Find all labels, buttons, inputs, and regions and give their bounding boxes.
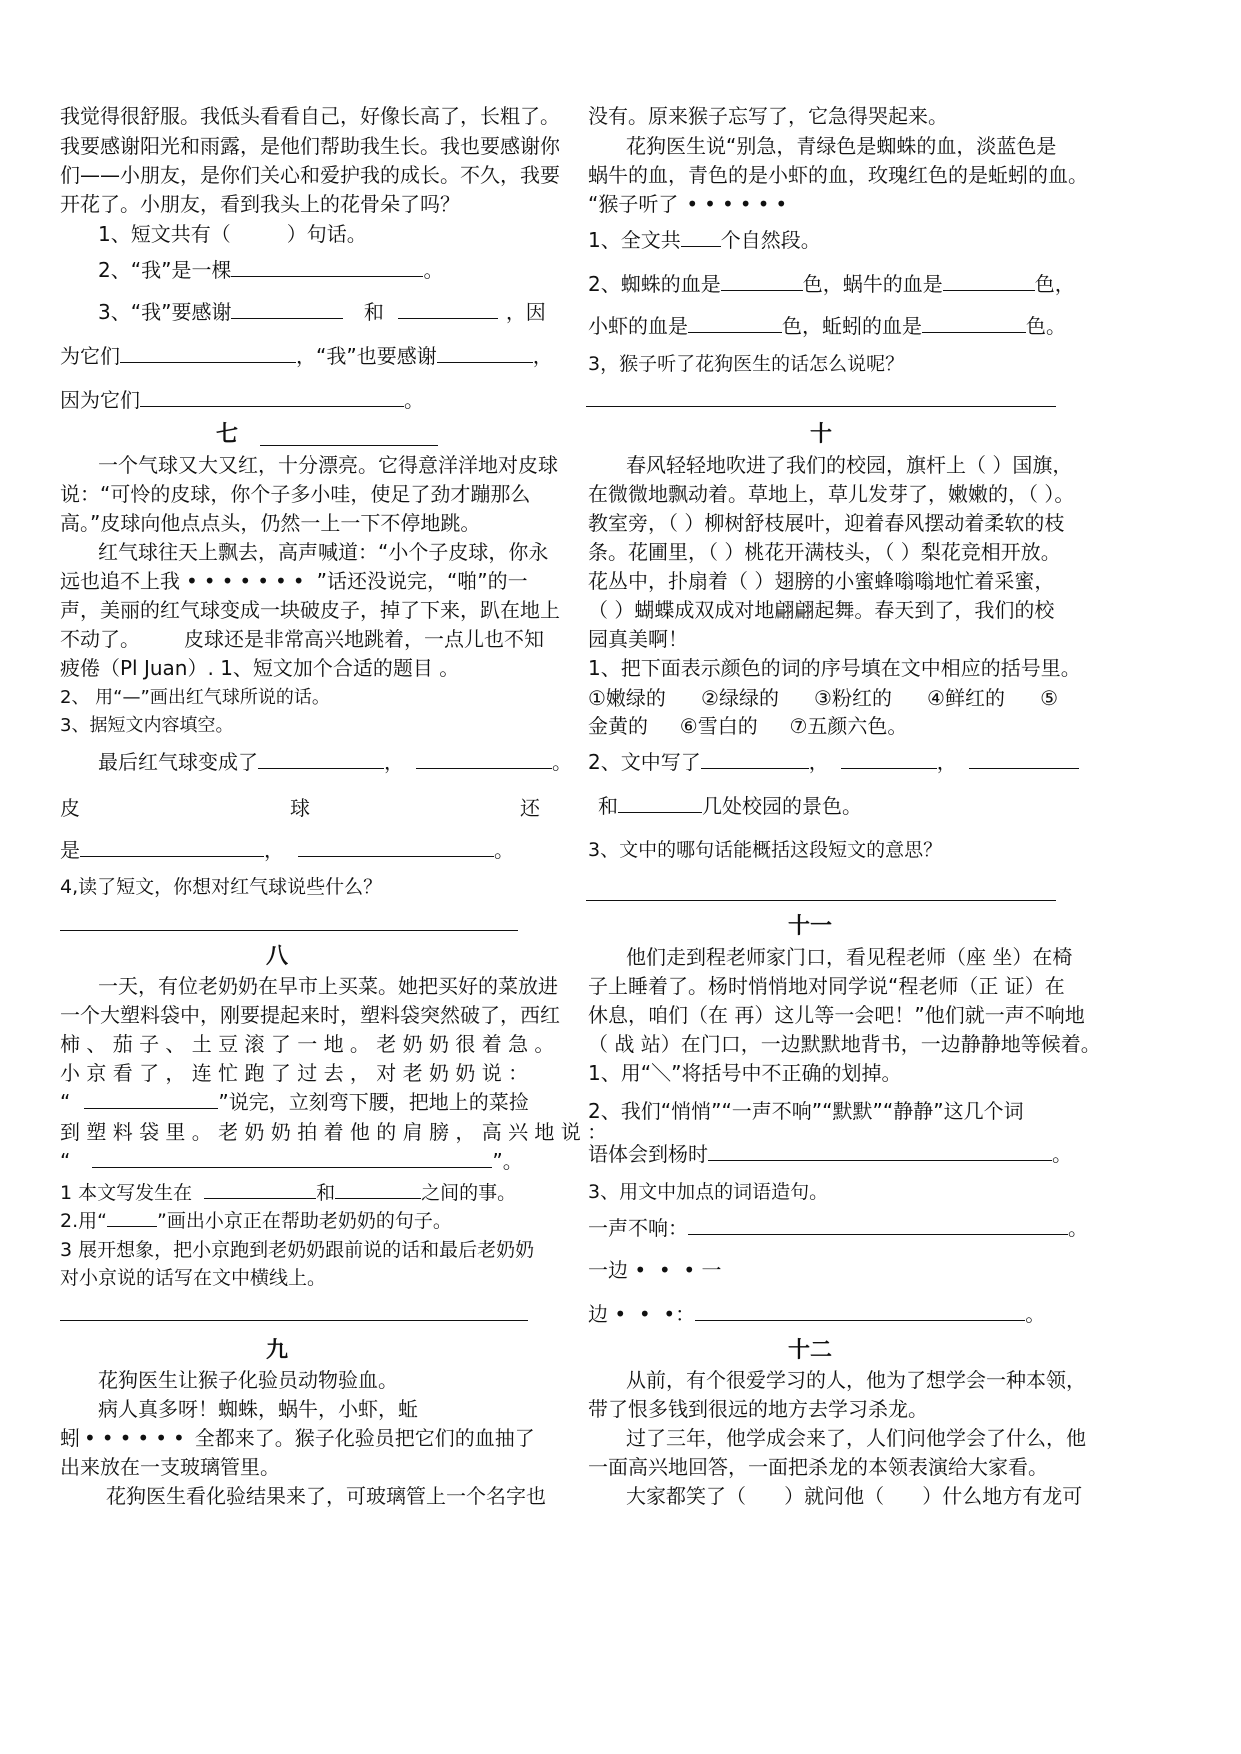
- question-line: 3、据短文内容填空。: [60, 715, 234, 736]
- text-line: “ ”。: [60, 1149, 523, 1173]
- answer-blank[interactable]: [688, 1216, 1068, 1235]
- text-line: 花狗医生看化验结果来了，可玻璃管上一个名字也: [106, 1484, 546, 1508]
- text-line: “ ”说完，立刻弯下腰，把地上的菜捡: [60, 1090, 529, 1114]
- ellipsis-dots: •••••••: [186, 569, 311, 593]
- question-line: 4,读了短文，你想对红气球说些什么？: [60, 876, 383, 898]
- answer-blank[interactable]: [335, 1180, 421, 1199]
- question-line: 3，猴子听了花狗医生的话怎么说呢？: [588, 353, 905, 375]
- text-line: 蜗牛的血，青色的是小虾的血，玫瑰红色的是蚯蚓的血。: [588, 163, 1088, 187]
- answer-blank[interactable]: [84, 1090, 218, 1109]
- text-line: 在微微地飘动着。草地上，草儿发芽了，嫩嫩的，（ ）。: [588, 482, 1075, 506]
- text-line: 没有。原来猴子忘写了，它急得哭起来。: [588, 104, 948, 128]
- text-line: 我觉得很舒服。我低头看看自己，好像长高了，长粗了。: [60, 104, 560, 128]
- question-line: 2.用“ ”画出小京正在帮助老奶奶的句子。: [60, 1210, 452, 1232]
- answer-blank[interactable]: [688, 314, 782, 333]
- question-line: 1 本文写发生在 和 之间的事。: [60, 1182, 517, 1204]
- question-line: 因为它们 。: [60, 388, 424, 412]
- question-line: 一声不响： 。: [588, 1216, 1088, 1240]
- text-line: 休息，咱们（在 再）这儿等一会吧！”他们就一声不响地: [588, 1003, 1085, 1027]
- text-line: 蚓 •••••• 全都来了。猴子化验员把它们的血抽了: [60, 1426, 535, 1450]
- answer-blank[interactable]: [231, 258, 423, 277]
- answer-blank[interactable]: [681, 228, 721, 247]
- answer-line[interactable]: [60, 930, 518, 931]
- question-line: 边 • • •： 。: [588, 1302, 1046, 1326]
- answer-blank[interactable]: [140, 388, 404, 407]
- text-line: 过了三年，他学成会来了，人们问他学会了什么，他: [626, 1426, 1086, 1450]
- question-line: 2、蜘蛛的血是 色，蜗牛的血是 色，: [588, 272, 1075, 296]
- text-line: 我要感谢阳光和雨露，是他们帮助我生长。我也要感谢你: [60, 134, 560, 158]
- answer-blank[interactable]: [107, 1212, 157, 1227]
- question-line: 皮 球 还: [60, 796, 540, 820]
- answer-blank[interactable]: [943, 272, 1035, 291]
- question-line: 是 ， 。: [60, 838, 514, 862]
- answer-blank[interactable]: [721, 272, 803, 291]
- text-line: 花丛中，扑扇着（ ）翅膀的小蜜蜂嗡嗡地忙着采蜜，: [588, 569, 1055, 593]
- text-line: 开花了。小朋友，看到我头上的花骨朵了吗？: [60, 192, 460, 216]
- question-line: 3 展开想象，把小京跑到老奶奶跟前说的话和最后老奶奶: [60, 1239, 535, 1261]
- question-line: 语体会到杨时 。: [588, 1142, 1072, 1166]
- text-line: 小 京 看 了 ， 连 忙 跑 了 过 去 ， 对 老 奶 奶 说 ：: [60, 1061, 529, 1085]
- answer-blank[interactable]: [416, 750, 552, 769]
- text-line: “猴子听了 ••••••: [588, 192, 794, 216]
- text-line: 一个大塑料袋中，刚要提起来时，塑料袋突然破了，西红: [60, 1003, 560, 1027]
- text-line: 病人真多呀！蜘蛛，蜗牛，小虾，蚯: [98, 1397, 418, 1421]
- answer-blank[interactable]: [258, 750, 384, 769]
- question-line: 1、全文共 个自然段。: [588, 228, 821, 252]
- question-line: 1、短文共有（ ）句话。: [98, 222, 367, 246]
- answer-blank[interactable]: [701, 750, 809, 769]
- question-line: 小虾的血是 色，蚯蚓的血是 色。: [588, 314, 1066, 338]
- text-line: 柿 、 茄 子 、 土 豆 滚 了 一 地 。 老 奶 奶 很 着 急 。: [60, 1032, 555, 1056]
- question-line: 一边 • • • 一: [588, 1258, 722, 1282]
- text-line: 子上睡着了。杨时悄悄地对同学说“程老师（正 证）在: [588, 974, 1065, 998]
- section-title: 八: [266, 944, 289, 969]
- question-line: 3、用文中加点的词语造句。: [588, 1181, 829, 1203]
- title-blank[interactable]: [260, 445, 438, 446]
- answer-blank[interactable]: [695, 1302, 1025, 1321]
- section-title: 十: [810, 422, 833, 447]
- ellipsis-dots: ••••••: [686, 192, 794, 216]
- text-line: 花狗医生让猴子化验员动物验血。: [98, 1368, 398, 1392]
- answer-blank[interactable]: [618, 794, 702, 813]
- text-line: 高。”皮球向他点点头，仍然一上一下不停地跳。: [60, 511, 481, 535]
- text-line: 出来放在一支玻璃管里。: [60, 1455, 280, 1479]
- ellipsis-dots: ••••••: [84, 1426, 191, 1450]
- text-line: 远也追不上我 ••••••• ”话还没说完，“啪”的一: [60, 569, 528, 593]
- answer-line[interactable]: [586, 900, 1056, 901]
- question-line: 1、把下面表示颜色的词的序号填在文中相应的括号里。: [588, 656, 1081, 680]
- text-line: 从前，有个很爱学习的人，他为了想学会一种本领，: [626, 1368, 1086, 1392]
- text-line: （ ）蝴蝶成双成对地翩翩起舞。春天到了，我们的校: [588, 598, 1055, 622]
- options-line: 金黄的 ⑥雪白的 ⑦五颜六色。: [588, 714, 908, 738]
- answer-blank[interactable]: [231, 300, 343, 319]
- text-line: 声，美丽的红气球变成一块破皮子，掉了下来，趴在地上: [60, 598, 560, 622]
- answer-blank[interactable]: [398, 300, 498, 319]
- answer-blank[interactable]: [969, 750, 1079, 769]
- text-line: 一天，有位老奶奶在早市上买菜。她把买好的菜放进: [98, 974, 558, 998]
- section-title: 十二: [788, 1338, 833, 1363]
- section-title: 十一: [788, 914, 833, 939]
- answer-blank[interactable]: [298, 838, 494, 857]
- answer-blank[interactable]: [841, 750, 937, 769]
- question-line: 3、“我”要感谢 和 ，因: [98, 300, 546, 324]
- answer-line[interactable]: [60, 1320, 528, 1321]
- question-line: 3、文中的哪句话能概括这段短文的意思？: [588, 839, 943, 861]
- question-line: 2、“我”是一棵 。: [98, 258, 444, 282]
- answer-blank[interactable]: [708, 1142, 1052, 1161]
- question-line: 2、文中写了 ， ，: [588, 750, 1079, 774]
- answer-blank[interactable]: [204, 1180, 316, 1199]
- answer-blank[interactable]: [120, 344, 296, 363]
- text-line: 不动了。 皮球还是非常高兴地跳着，一点儿也不知: [60, 627, 544, 651]
- text-line: 条。花圃里，（ ）桃花开满枝头，（ ）梨花竞相开放。: [588, 540, 1061, 564]
- question-line: 对小京说的话写在文中横线上。: [60, 1267, 327, 1289]
- question-line: 最后红气球变成了 ， 。: [98, 750, 572, 774]
- text-line: 们——小朋友，是你们关心和爱护我的成长。不久，我要: [60, 163, 560, 187]
- question-line: 2、 用“—”画出红气球所说的话。: [60, 687, 330, 708]
- text-line: 花狗医生说“别急，青绿色是蜘蛛的血，淡蓝色是: [626, 134, 1057, 158]
- question-line: 和 几处校园的景色。: [598, 794, 862, 818]
- question-line: 1、用“＼”将括号中不正确的划掉。: [588, 1061, 902, 1085]
- text-line: 教室旁，（ ）柳树舒枝展叶，迎着春风摆动着柔软的枝: [588, 511, 1065, 535]
- section-title: 九: [266, 1338, 289, 1363]
- text-line: 带了恨多钱到很远的地方去学习杀龙。: [588, 1397, 928, 1421]
- text-line: 红气球往天上飘去，高声喊道：“小个子皮球，你永: [98, 540, 549, 564]
- section-title: 七: [216, 422, 239, 447]
- answer-blank[interactable]: [80, 838, 264, 857]
- answer-blank[interactable]: [437, 344, 533, 363]
- question-line: 2、我们“悄悄”“一声不响”“默默”“静静”这几个词: [588, 1099, 1024, 1123]
- text-line: 园真美啊！: [588, 627, 688, 651]
- text-line: 到 塑 料 袋 里 。 老 奶 奶 拍 着 他 的 肩 膀 ， 高 兴 地 说 ：: [60, 1120, 608, 1144]
- text-line: 大家都笑了（ ）就问他（ ）什么地方有龙可: [626, 1484, 1083, 1508]
- options-line: ①嫩绿的 ②绿绿的 ③粉红的 ④鲜红的 ⑤: [588, 686, 1058, 710]
- question-line: 为它们 ，“我”也要感谢 ，: [60, 344, 553, 368]
- answer-blank[interactable]: [92, 1149, 492, 1168]
- text-line: 一个气球又大又红，十分漂亮。它得意洋洋地对皮球: [98, 453, 558, 477]
- answer-blank[interactable]: [922, 314, 1026, 333]
- text-line: 他们走到程老师家门口，看见程老师（座 坐）在椅: [626, 945, 1073, 969]
- text-line: 说：“可怜的皮球，你个子多小哇，使足了劲才蹦那么: [60, 482, 531, 506]
- text-line: 春风轻轻地吹进了我们的校园，旗杆上（ ）国旗，: [626, 453, 1073, 477]
- answer-line[interactable]: [586, 406, 1056, 407]
- text-line: 一面高兴地回答，一面把杀龙的本领表演给大家看。: [588, 1455, 1048, 1479]
- text-line: 疲倦（Pl Juan）. 1、短文加个合适的题目 。: [60, 656, 460, 680]
- text-line: （ 战 站）在门口，一边默默地背书，一边静静地等候着。: [588, 1032, 1101, 1056]
